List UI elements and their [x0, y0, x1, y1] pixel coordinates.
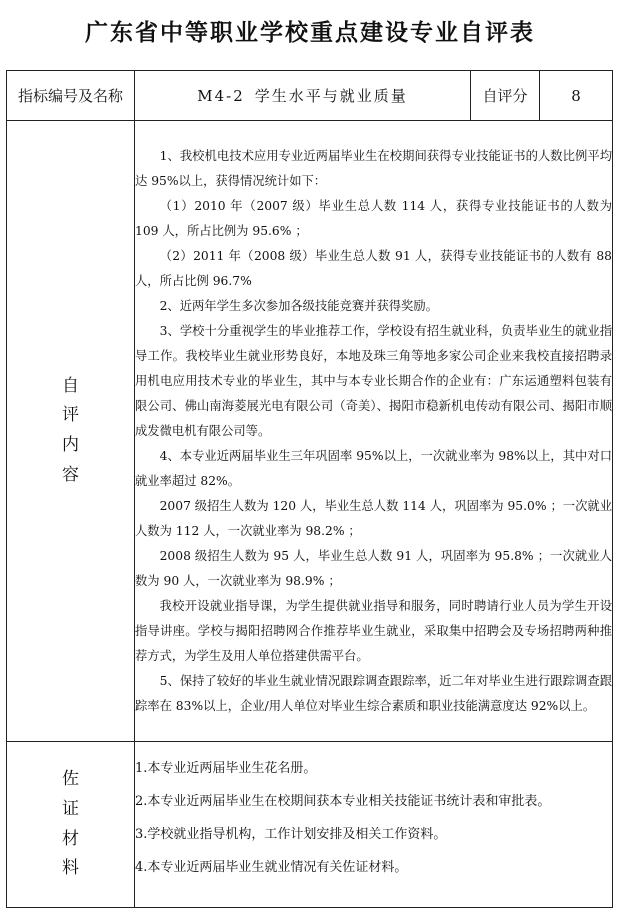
evidence-label	[7, 742, 135, 908]
form-title: 广东省中等职业学校重点建设专业自评表	[85, 20, 535, 46]
content-paragraph: 3、学校十分重视学生的毕业推荐工作，学校设有招生就业科，负责毕业生的就业指导工作。我校毕业生就业形势良好，本地及珠三角等地多家公司企业来我校直接招聘录用机电应用技术专业的毕业生，其中与本专业长期合作的企业有：广东运通塑料包装有限公司、佛山南海菱展光电有限公司（奇美）、揭阳市稳新机电传动有限公司、揭阳市顺成发微电机有限公司等。	[135, 323, 612, 438]
evidence-item: 2.本专业近两届毕业生在校期间获本专业相关技能证书统计表和审批表。	[135, 793, 551, 809]
evidence-item: 3.学校就业指导机构，工作计划安排及相关工作资料。	[135, 826, 447, 842]
label-char: 佐	[62, 769, 79, 789]
content-paragraph: 5、保持了较好的毕业生就业情况跟踪调查跟踪率，近二年对毕业生进行跟踪调查跟踪率在 83%以上，企业/用人单位对毕业生综合素质和职业技能满意度达 92%以上。	[135, 673, 612, 713]
label-char: 证	[62, 798, 79, 819]
content-paragraph: （2）2011 年（2008 级）毕业生总人数 91 人，获得专业技能证书的人数有 88 人，所占比例 96.7%	[135, 248, 612, 288]
evidence-item: 4.本专业近两届毕业生就业情况有关佐证材料。	[135, 859, 408, 875]
content-paragraph: 2、近两年学生多次参加各级技能竞赛并获得奖励。	[159, 298, 438, 313]
content-paragraph: 4、本专业近两届毕业生三年巩固率 95%以上，一次就业率为 98%以上，其中对口就业率超过 82%。	[135, 448, 612, 488]
self-eval-row	[7, 121, 613, 742]
label-char: 材	[62, 828, 79, 849]
label-char: 自	[62, 375, 79, 396]
indicator-code: M4-2	[197, 87, 245, 105]
indicator-name: 学生水平与就业质量	[254, 87, 408, 105]
label-char: 评	[62, 405, 79, 426]
label-char: 内	[62, 435, 79, 455]
content-paragraph: 1、我校机电技术应用专业近两届毕业生在校期间获得专业技能证书的人数比例平均达 95%以上，获得情况统计如下：	[135, 148, 612, 188]
score-value: 8	[540, 71, 613, 121]
evidence-row	[7, 742, 613, 908]
content-paragraph: 2008 级招生人数为 95 人，毕业生总人数 91 人，巩固率为 95.8% ；一次就业人数为 90 人，一次就业率为 98.9% ；	[135, 548, 612, 588]
self-eval-content	[135, 121, 613, 742]
label-char: 料	[62, 858, 79, 879]
content-paragraph: 2007 级招生人数为 120 人，毕业生总人数 114 人，巩固率为 95.0% ；一次就业人数为 112 人，一次就业率为 98.2% ；	[135, 498, 612, 538]
self-evaluation-table	[6, 70, 613, 908]
indicator-label: 指标编号及名称	[7, 71, 135, 121]
score-label: 自评分	[471, 71, 540, 121]
content-paragraph: （1）2010 年（2007 级）毕业生总人数 114 人，获得专业技能证书的人数为 109 人，所占比例为 95.6% ；	[135, 198, 612, 238]
content-paragraph: 我校开设就业指导课，为学生提供就业指导和服务，同时聘请行业人员为学生开设指导讲座。学校与揭阳招聘网合作推荐毕业生就业，采取集中招聘会及专场招聘两种推荐方式，为学生及用人单位搭建供需平台。	[135, 598, 612, 663]
label-char: 容	[62, 464, 79, 485]
evidence-list	[135, 742, 613, 908]
header-row	[7, 71, 613, 121]
evidence-item: 1.本专业近两届毕业生花名册。	[135, 760, 317, 776]
indicator-code-name	[135, 71, 471, 121]
self-eval-label	[7, 121, 135, 742]
